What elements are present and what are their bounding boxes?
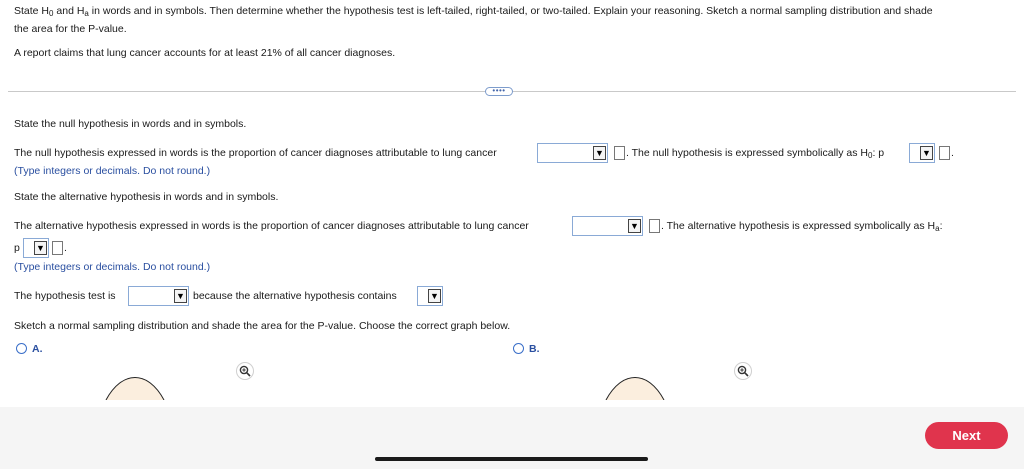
claim-text: A report claims that lung cancer accounts for at least 21% of all cancer diagnoses. xyxy=(14,47,396,59)
sketch-prompt: Sketch a normal sampling distribution and shade the area for the P-value. Choose the correct graph below. xyxy=(14,320,511,332)
option-b-label[interactable]: B. xyxy=(529,343,540,355)
alt-value-answer-box[interactable] xyxy=(52,241,63,255)
zoom-in-icon[interactable] xyxy=(236,362,254,380)
chevron-down-icon: ▼ xyxy=(428,289,441,303)
option-b-graph xyxy=(600,370,670,400)
null-symbol-dropdown[interactable] xyxy=(909,143,935,163)
instructions-line-2: the area for the P-value. xyxy=(14,23,127,35)
chevron-down-icon: ▼ xyxy=(34,241,47,255)
alt-heading: State the alternative hypothesis in words and in symbols. xyxy=(14,191,279,203)
chevron-down-icon: ▼ xyxy=(593,146,606,160)
null-heading: State the null hypothesis in words and in symbols. xyxy=(14,118,247,130)
alt-words-answer-box[interactable] xyxy=(649,219,660,233)
null-words-prefix: The null hypothesis expressed in words is the proportion of cancer diagnoses attributable to lung cancer xyxy=(14,147,497,159)
option-a-label[interactable]: A. xyxy=(32,343,43,355)
alt-contains-dropdown[interactable] xyxy=(417,286,443,306)
test-type-prefix: The hypothesis test is xyxy=(14,290,116,302)
expand-more-button[interactable]: •••• xyxy=(485,87,513,96)
alt-symbol-text: . The alternative hypothesis is expressed symbolically as $H_a$: xyxy=(661,220,943,233)
alt-p-label: p xyxy=(14,242,20,254)
home-indicator xyxy=(375,457,648,461)
option-a-radio[interactable] xyxy=(16,343,27,354)
zoom-in-icon[interactable] xyxy=(734,362,752,380)
alt-symbol-dropdown[interactable] xyxy=(23,238,49,258)
chevron-down-icon: ▼ xyxy=(174,289,187,303)
alt-hint: (Type integers or decimals. Do not round.) xyxy=(14,261,211,273)
null-value-answer-box[interactable] xyxy=(939,146,950,160)
null-period: . xyxy=(951,147,954,159)
test-type-dropdown[interactable] xyxy=(128,286,189,306)
alt-words-prefix: The alternative hypothesis expressed in words is the proportion of cancer diagnoses attributable to lung cancer xyxy=(14,220,529,232)
instructions-line-1: State $H_0$ and $H_a$ in words and in symbols. Then determine whether the hypothesis test is left-tailed, right-tailed, or two-tailed. Explain your reasoning. Sketch a normal sampling distribution and shade xyxy=(14,5,933,18)
null-symbol-text: . The null hypothesis is expressed symbolically as $H_0$: p xyxy=(626,147,885,160)
chevron-down-icon: ▼ xyxy=(628,219,641,233)
alt-period: . xyxy=(64,242,67,254)
alt-words-dropdown[interactable] xyxy=(572,216,643,236)
option-a-graph xyxy=(100,370,170,400)
null-words-answer-box[interactable] xyxy=(614,146,625,160)
test-type-middle: because the alternative hypothesis contains xyxy=(193,290,397,302)
next-button[interactable]: Next xyxy=(925,422,1008,449)
chevron-down-icon: ▼ xyxy=(920,146,933,160)
option-b-radio[interactable] xyxy=(513,343,524,354)
null-hint: (Type integers or decimals. Do not round.) xyxy=(14,165,211,177)
null-words-dropdown[interactable] xyxy=(537,143,608,163)
